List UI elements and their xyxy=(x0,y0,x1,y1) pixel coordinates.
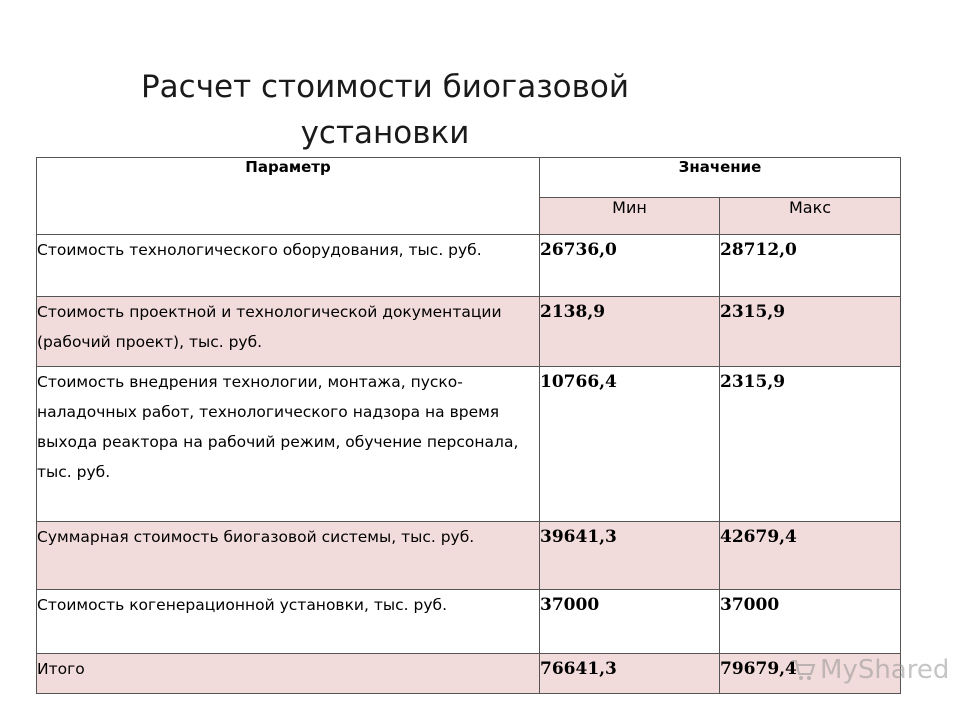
row-min: 26736,0 xyxy=(540,235,720,297)
header-min: Мин xyxy=(540,197,720,235)
row-max: 2315,9 xyxy=(720,367,901,522)
row-param: Стоимость когенерационной установки, тыс. руб. xyxy=(37,590,540,654)
row-max: 42679,4 xyxy=(720,522,901,590)
row-param: Стоимость технологического оборудования, тыс. руб. xyxy=(37,235,540,297)
row-max: 28712,0 xyxy=(720,235,901,297)
table-row xyxy=(37,367,901,522)
row-max: 79679,4 xyxy=(720,654,901,694)
header-max: Макс xyxy=(720,197,901,235)
row-param: Итого xyxy=(37,654,540,694)
row-param: Стоимость внедрения технологии, монтажа, пуско-наладочных работ, технологического надзора на время выхода реактора на рабочий режим, обучение персонала, тыс. руб. xyxy=(37,367,540,522)
row-min: 37000 xyxy=(540,590,720,654)
cart-icon xyxy=(790,657,816,683)
watermark xyxy=(790,655,949,685)
slide-title xyxy=(60,64,710,156)
table-row xyxy=(37,235,901,297)
table-row xyxy=(37,590,901,654)
header-value: Значение xyxy=(540,158,901,198)
watermark-text: MyShared xyxy=(820,655,950,685)
row-min: 2138,9 xyxy=(540,297,720,367)
slide-title-line-1: Расчет стоимости биогазовой xyxy=(140,69,630,105)
cost-table xyxy=(36,157,901,694)
row-max: 37000 xyxy=(720,590,901,654)
header-param: Параметр xyxy=(37,158,540,235)
table-row xyxy=(37,522,901,590)
row-max: 2315,9 xyxy=(720,297,901,367)
row-min: 39641,3 xyxy=(540,522,720,590)
row-param: Суммарная стоимость биогазовой системы, тыс. руб. xyxy=(37,522,540,590)
row-min: 76641,3 xyxy=(540,654,720,694)
table-row-total xyxy=(37,654,901,694)
table-row xyxy=(37,297,901,367)
row-param: Стоимость проектной и технологической документации (рабочий проект), тыс. руб. xyxy=(37,297,540,367)
row-min: 10766,4 xyxy=(540,367,720,522)
slide-title-line-2: установки xyxy=(300,115,470,151)
